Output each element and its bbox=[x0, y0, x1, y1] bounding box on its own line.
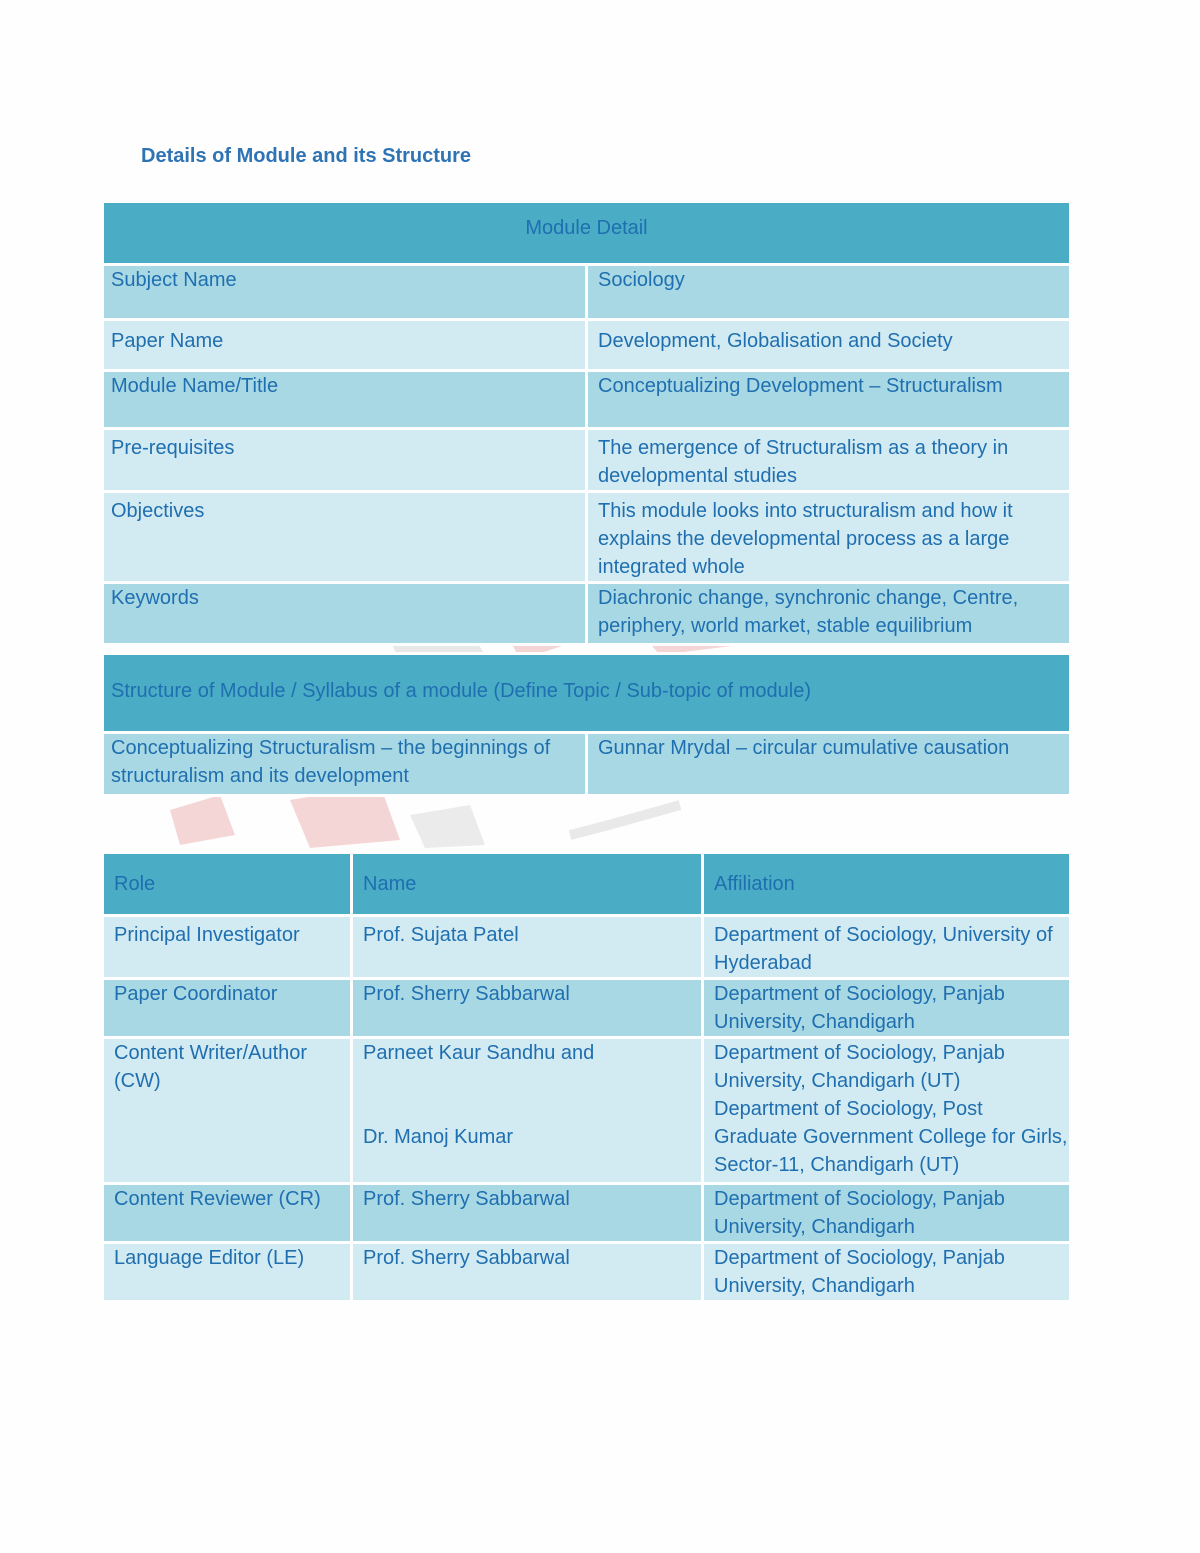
structure-title: Structure of Module / Syllabus of a module (Define Topic / Sub-topic of module) bbox=[103, 654, 1071, 733]
table-row bbox=[103, 1184, 1071, 1243]
affiliation-cell: Department of Sociology, University of Hyderabad bbox=[703, 916, 1071, 979]
affiliation-cell: Department of Sociology, Panjab University, Chandigarh bbox=[703, 1184, 1071, 1243]
table-row bbox=[103, 492, 1071, 583]
header-name: Name bbox=[352, 853, 703, 916]
table-row bbox=[103, 429, 1071, 492]
module-detail-table bbox=[101, 200, 1072, 646]
name-line: Parneet Kaur Sandhu and bbox=[363, 1042, 595, 1064]
header-role: Role bbox=[103, 853, 352, 916]
affiliation-cell bbox=[703, 1038, 1071, 1184]
name-cell bbox=[352, 1038, 703, 1184]
detail-key: Paper Name bbox=[103, 320, 587, 371]
structure-table bbox=[101, 652, 1072, 797]
detail-value: This module looks into structuralism and how it explains the developmental process as a large integrated whole bbox=[587, 492, 1071, 583]
table-header-row bbox=[103, 853, 1071, 916]
module-detail-title: Module Detail bbox=[103, 202, 1071, 265]
table-row bbox=[103, 1243, 1071, 1302]
affiliation-cell: Department of Sociology, Panjab University, Chandigarh bbox=[703, 979, 1071, 1038]
detail-value: Diachronic change, synchronic change, Centre, periphery, world market, stable equilibrium bbox=[587, 583, 1071, 645]
detail-value: Conceptualizing Development – Structuralism bbox=[587, 371, 1071, 429]
page-heading: Details of Module and its Structure bbox=[141, 145, 472, 167]
detail-value: Development, Globalisation and Society bbox=[587, 320, 1071, 371]
role-cell: Language Editor (LE) bbox=[103, 1243, 352, 1302]
detail-key: Pre-requisites bbox=[103, 429, 587, 492]
topic-cell: Conceptualizing Structuralism – the beginnings of structuralism and its development bbox=[103, 733, 587, 796]
name-cell: Prof. Sherry Sabbarwal bbox=[352, 979, 703, 1038]
table-row bbox=[103, 371, 1071, 429]
topic-cell: Gunnar Mrydal – circular cumulative causation bbox=[587, 733, 1071, 796]
team-table bbox=[101, 851, 1072, 1303]
name-line: Dr. Manoj Kumar bbox=[363, 1126, 514, 1148]
name-cell: Prof. Sujata Patel bbox=[352, 916, 703, 979]
affiliation-line: Department of Sociology, Panjab University, Chandigarh (UT) bbox=[714, 1042, 1005, 1092]
table-row bbox=[103, 320, 1071, 371]
table-row bbox=[103, 916, 1071, 979]
name-cell: Prof. Sherry Sabbarwal bbox=[352, 1184, 703, 1243]
role-cell: Content Writer/Author (CW) bbox=[103, 1038, 352, 1184]
name-cell: Prof. Sherry Sabbarwal bbox=[352, 1243, 703, 1302]
role-cell: Paper Coordinator bbox=[103, 979, 352, 1038]
affiliation-cell: Department of Sociology, Panjab University, Chandigarh bbox=[703, 1243, 1071, 1302]
role-cell: Content Reviewer (CR) bbox=[103, 1184, 352, 1243]
affiliation-line: Department of Sociology, Post Graduate Government College for Girls, Sector-11, Chandigarh (UT) bbox=[714, 1098, 1068, 1176]
table-row bbox=[103, 583, 1071, 645]
role-cell: Principal Investigator bbox=[103, 916, 352, 979]
table-row bbox=[103, 733, 1071, 796]
table-row bbox=[103, 979, 1071, 1038]
detail-key: Module Name/Title bbox=[103, 371, 587, 429]
detail-value: The emergence of Structuralism as a theory in developmental studies bbox=[587, 429, 1071, 492]
table-row bbox=[103, 1038, 1071, 1184]
header-affiliation: Affiliation bbox=[703, 853, 1071, 916]
detail-key: Objectives bbox=[103, 492, 587, 583]
detail-key: Keywords bbox=[103, 583, 587, 645]
detail-key: Subject Name bbox=[103, 265, 587, 320]
detail-value: Sociology bbox=[587, 265, 1071, 320]
table-row bbox=[103, 265, 1071, 320]
